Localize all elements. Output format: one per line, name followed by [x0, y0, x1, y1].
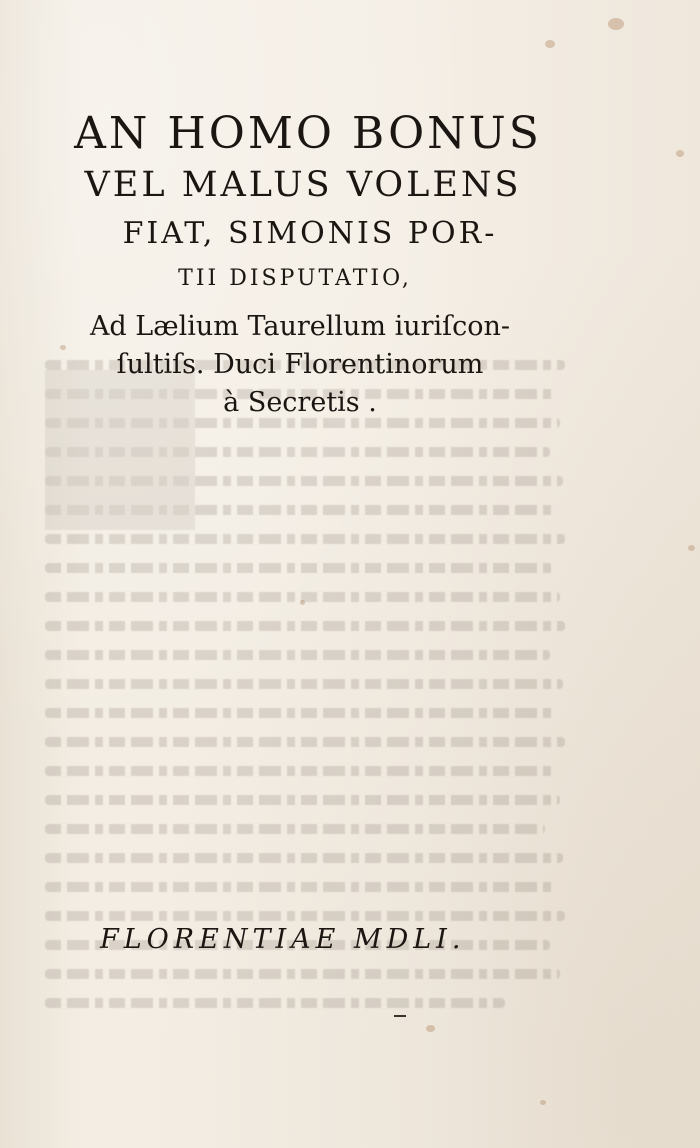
dedication-line-2: ſultiſs. Duci Florentinorum [116, 349, 484, 380]
foxing-spot [300, 600, 305, 605]
title-line-2: VEL MALUS VOLENS [84, 165, 522, 205]
title-line-3: FIAT, SIMONIS POR- [122, 216, 498, 251]
foxing-spot [540, 1100, 546, 1105]
title-line-4: TII DISPUTATIO, [178, 266, 412, 291]
foxing-spot [608, 18, 624, 30]
foxing-spot [688, 545, 695, 551]
imprint: FLORENTIAE MDLI. [100, 924, 466, 955]
dedication-block [0, 308, 600, 422]
dedication-line-1: Ad Lælium Taurellum iuriſcon- [89, 311, 511, 342]
dedication-line-3: à Secretis . [223, 387, 377, 418]
foxing-spot [676, 150, 684, 157]
title-line-1: AN HOMO BONUS [74, 108, 542, 159]
foxing-spot [426, 1025, 435, 1032]
printer-dash [394, 1015, 406, 1017]
foxing-spot [545, 40, 555, 48]
title-block [0, 108, 620, 300]
